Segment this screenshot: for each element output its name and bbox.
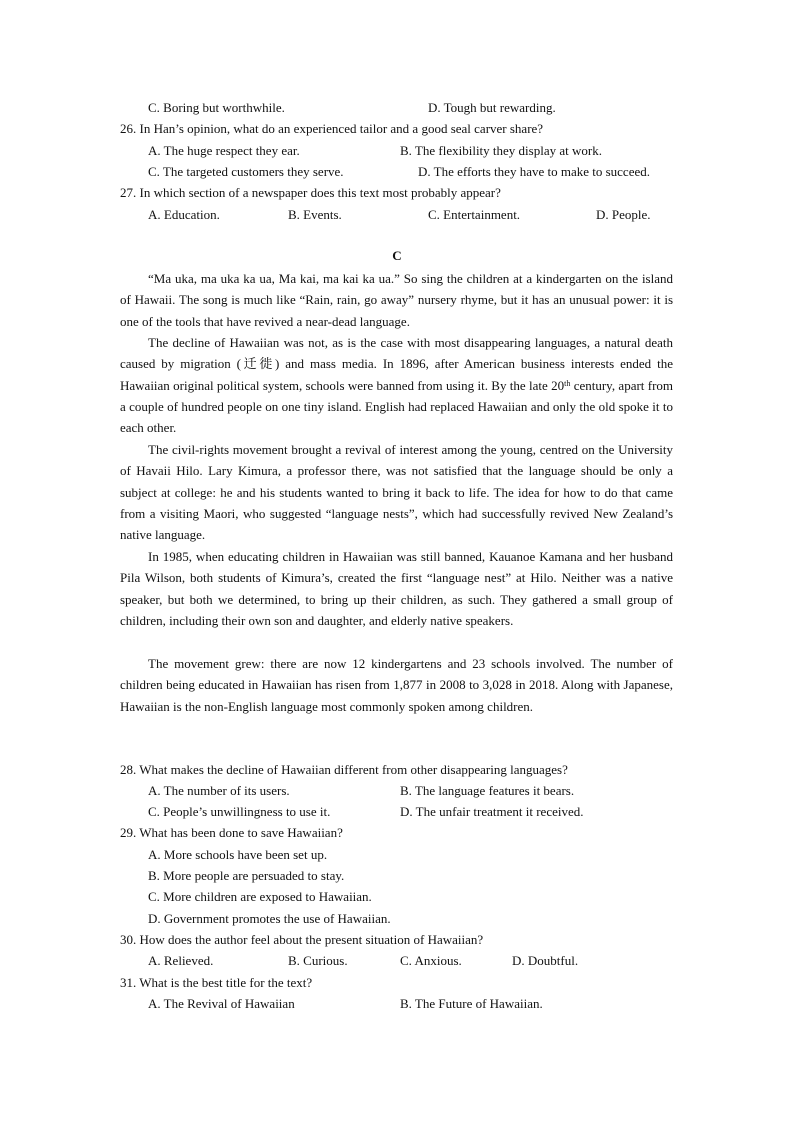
q30-option-b: B. Curious. <box>288 953 348 968</box>
q27-option-a: A. Education. <box>148 207 220 222</box>
q28-option-b: B. The language features it bears. <box>400 783 575 798</box>
q29-option-c: C. More children are exposed to Hawaiian. <box>148 889 372 904</box>
paragraph-2-text-b: century, apart from a couple of hundred people on one tiny island. English had replaced Hawaiian and only the old spoke it to each other. <box>120 377 674 436</box>
paragraph-2-text-a: The decline of Hawaiian was not, as is the case with most disappearing languages, a natural death caused by migration (迁徙) and mass media. In 1896, after American business interests ended the Hawaiian original political system, schools were banned from using it. By the late 20 <box>120 335 673 393</box>
passage-paragraph-3: The civil-rights movement brought a revival of interest among the young, centred on the University of Havaii Hilo. Lary Kimura, a professor there, was not satisfied that the language should be only a subject at college: he and his students wanted to bring it back to life. The idea for how to do that came from a visiting Maori, who suggested “language nests”, which had successfully revived New Zealand’s native language. <box>120 442 673 543</box>
question-30: 30. How does the author feel about the present situation of Hawaiian? <box>120 932 484 947</box>
q29-option-a: A. More schools have been set up. <box>148 847 328 862</box>
question-26: 26. In Han’s opinion, what do an experienced tailor and a good seal carver share? <box>120 121 544 136</box>
question-29: 29. What has been done to save Hawaiian? <box>120 825 343 840</box>
section-heading: C <box>392 248 402 263</box>
question-31: 31. What is the best title for the text? <box>120 975 313 990</box>
q26-option-d: D. The efforts they have to make to succeed. <box>418 164 650 179</box>
question-28: 28. What makes the decline of Hawaiian different from other disappearing languages? <box>120 762 568 777</box>
q29-option-d: D. Government promotes the use of Hawaiian. <box>148 911 391 926</box>
option-d: D. Tough but rewarding. <box>428 100 556 115</box>
q31-option-b: B. The Future of Hawaiian. <box>400 996 543 1011</box>
q28-option-a: A. The number of its users. <box>148 783 290 798</box>
passage-paragraph-2 <box>120 332 673 438</box>
q29-option-b: B. More people are persuaded to stay. <box>148 868 345 883</box>
passage-paragraph-5: The movement grew: there are now 12 kindergartens and 23 schools involved. The number of children being educated in Hawaiian has risen from 1,877 in 2008 to 3,028 in 2018. Along with Japanese, Hawaiian is the non-English language most commonly spoken among children. <box>120 656 673 714</box>
q28-option-d: D. The unfair treatment it received. <box>400 804 584 819</box>
question-27: 27. In which section of a newspaper does this text most probably appear? <box>120 185 501 200</box>
q30-option-a: A. Relieved. <box>148 953 214 968</box>
q26-option-a: A. The huge respect they ear. <box>148 143 300 158</box>
q31-option-a: A. The Revival of Hawaiian <box>148 996 295 1011</box>
option-c: C. Boring but worthwhile. <box>148 100 285 115</box>
ordinal-suffix: th <box>564 378 571 388</box>
passage-paragraph-1: “Ma uka, ma uka ka ua, Ma kai, ma kai ka ua.” So sing the children at a kindergarten on the island of Hawaii. The song is much like “Rain, rain, go away” nursery rhyme, but it has an unusual power: it is one of the tools that have revived a near-dead language. <box>120 271 673 329</box>
passage-paragraph-4: In 1985, when educating children in Hawaiian was still banned, Kauanoe Kamana and her husband Pila Wilson, both students of Kimura’s, created the first “language nest” at Hilo. Neither was a native speaker, but both we determined, to bring up their children, as such. They gathered a small group of children, including their own son and daughter, and elderly native speakers. <box>120 549 673 628</box>
q27-option-c: C. Entertainment. <box>428 207 521 222</box>
q26-option-b: B. The flexibility they display at work. <box>400 143 602 158</box>
q27-option-d: D. People. <box>596 207 651 222</box>
q26-option-c: C. The targeted customers they serve. <box>148 164 344 179</box>
q27-option-b: B. Events. <box>288 207 342 222</box>
q30-option-c: C. Anxious. <box>400 953 462 968</box>
q28-option-c: C. People’s unwillingness to use it. <box>148 804 331 819</box>
q30-option-d: D. Doubtful. <box>512 953 579 968</box>
